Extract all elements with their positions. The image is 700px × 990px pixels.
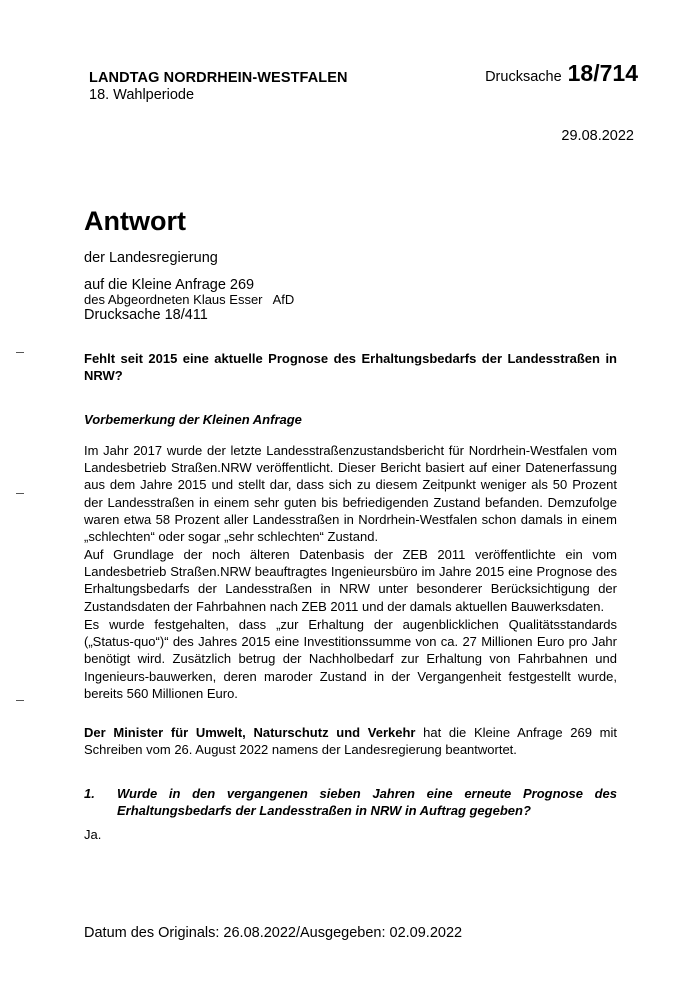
margin-mark — [16, 352, 24, 353]
preliminary-paragraph-3: Es wurde festgehalten, dass „zur Erhaltung der augenblicklichen Qualitätsstandards („Status-quo“)“ des Jahres 2015 eine Investitionssumme von ca. 27 Millionen Euro pro Jahr benötigt wird. Zusätzlich betrug der Nachholbedarf zur Erhaltung von Fahrbahnen und Ingenieurs-bauwerken, deren maroder Zustand in der Vergangenheit festgestellt wurde, bereits 560 Millionen Euro. — [84, 617, 617, 701]
footer-dates: Datum des Originals: 26.08.2022/Ausgegeben: 02.09.2022 — [84, 925, 463, 941]
minister-name: Der Minister für Umwelt, Naturschutz und Verkehr — [84, 725, 416, 740]
legislative-period: 18. Wahlperiode — [89, 87, 195, 103]
parliament-name: LANDTAG NORDRHEIN-WESTFALEN — [89, 70, 348, 86]
intro-line-inquiry: auf die Kleine Anfrage 269 — [84, 277, 255, 293]
document-number — [485, 60, 638, 87]
preliminary-paragraph-2: Auf Grundlage der noch älteren Datenbasis der ZEB 2011 veröffentlichte ein vom Landesbetrieb Straßen.NRW beauftragtes Ingenieursbüro im Jahre 2015 eine Prognose des Erhaltungsbedarfs der Landesstraßen in NRW unter besonderer Berücksichtigung der Zustandsdaten der Fahrbahnen nach ZEB 2011 und der damals aktuellen Bauwerksdaten. — [84, 547, 617, 614]
preliminary-paragraph-1: Im Jahr 2017 wurde der letzte Landesstraßenzustandsbericht für Nordrhein-Westfalen vom Landesbetrieb Straßen.NRW veröffentlicht. Dieser Bericht basiert auf einer Datenerfassung aus dem Jahre 2015 und stellt dar, dass sich zu diesem Zeitpunkt weniger als 50 Prozent der Landesstraßen in einem sehr guten bis befriedigenden Zustand befanden. Demzufolge waren etwa 58 Prozent aller Landesstraßen in Nordrhein-Westfalen schon damals in einem „schlechten“ oder sogar „sehr schlechten“ Zustand. — [84, 443, 617, 545]
drucksache-label: Drucksache — [485, 69, 562, 85]
inquiry-title: Fehlt seit 2015 eine aktuelle Prognose des Erhaltungsbedarfs der Landesstraßen in NRW? — [84, 351, 617, 383]
margin-mark — [16, 700, 24, 701]
drucksache-number: 18/714 — [567, 60, 638, 86]
document-date: 29.08.2022 — [561, 128, 634, 144]
intro-line-drucksache: Drucksache 18/411 — [84, 307, 208, 323]
preliminary-heading: Vorbemerkung der Kleinen Anfrage — [84, 412, 302, 427]
intro-line-government: der Landesregierung — [84, 250, 218, 266]
margin-mark — [16, 493, 24, 494]
question-number: 1. — [84, 786, 95, 801]
minister-statement — [84, 724, 617, 758]
question-1 — [84, 785, 617, 819]
question-text: Wurde in den vergangenen sieben Jahren eine erneute Prognose des Erhaltungsbedarfs der Landesstraßen in NRW in Auftrag gegeben? — [117, 786, 617, 818]
page-title: Antwort — [84, 206, 186, 236]
minister-text: hat die Kleine Anfrage 269 mit Schreiben vom 26. August 2022 namens der Landesregierung beantwortet. — [84, 725, 617, 758]
intro-line-deputy: des Abgeordneten Klaus Esser AfD — [84, 292, 295, 307]
answer-1: Ja. — [84, 827, 102, 842]
